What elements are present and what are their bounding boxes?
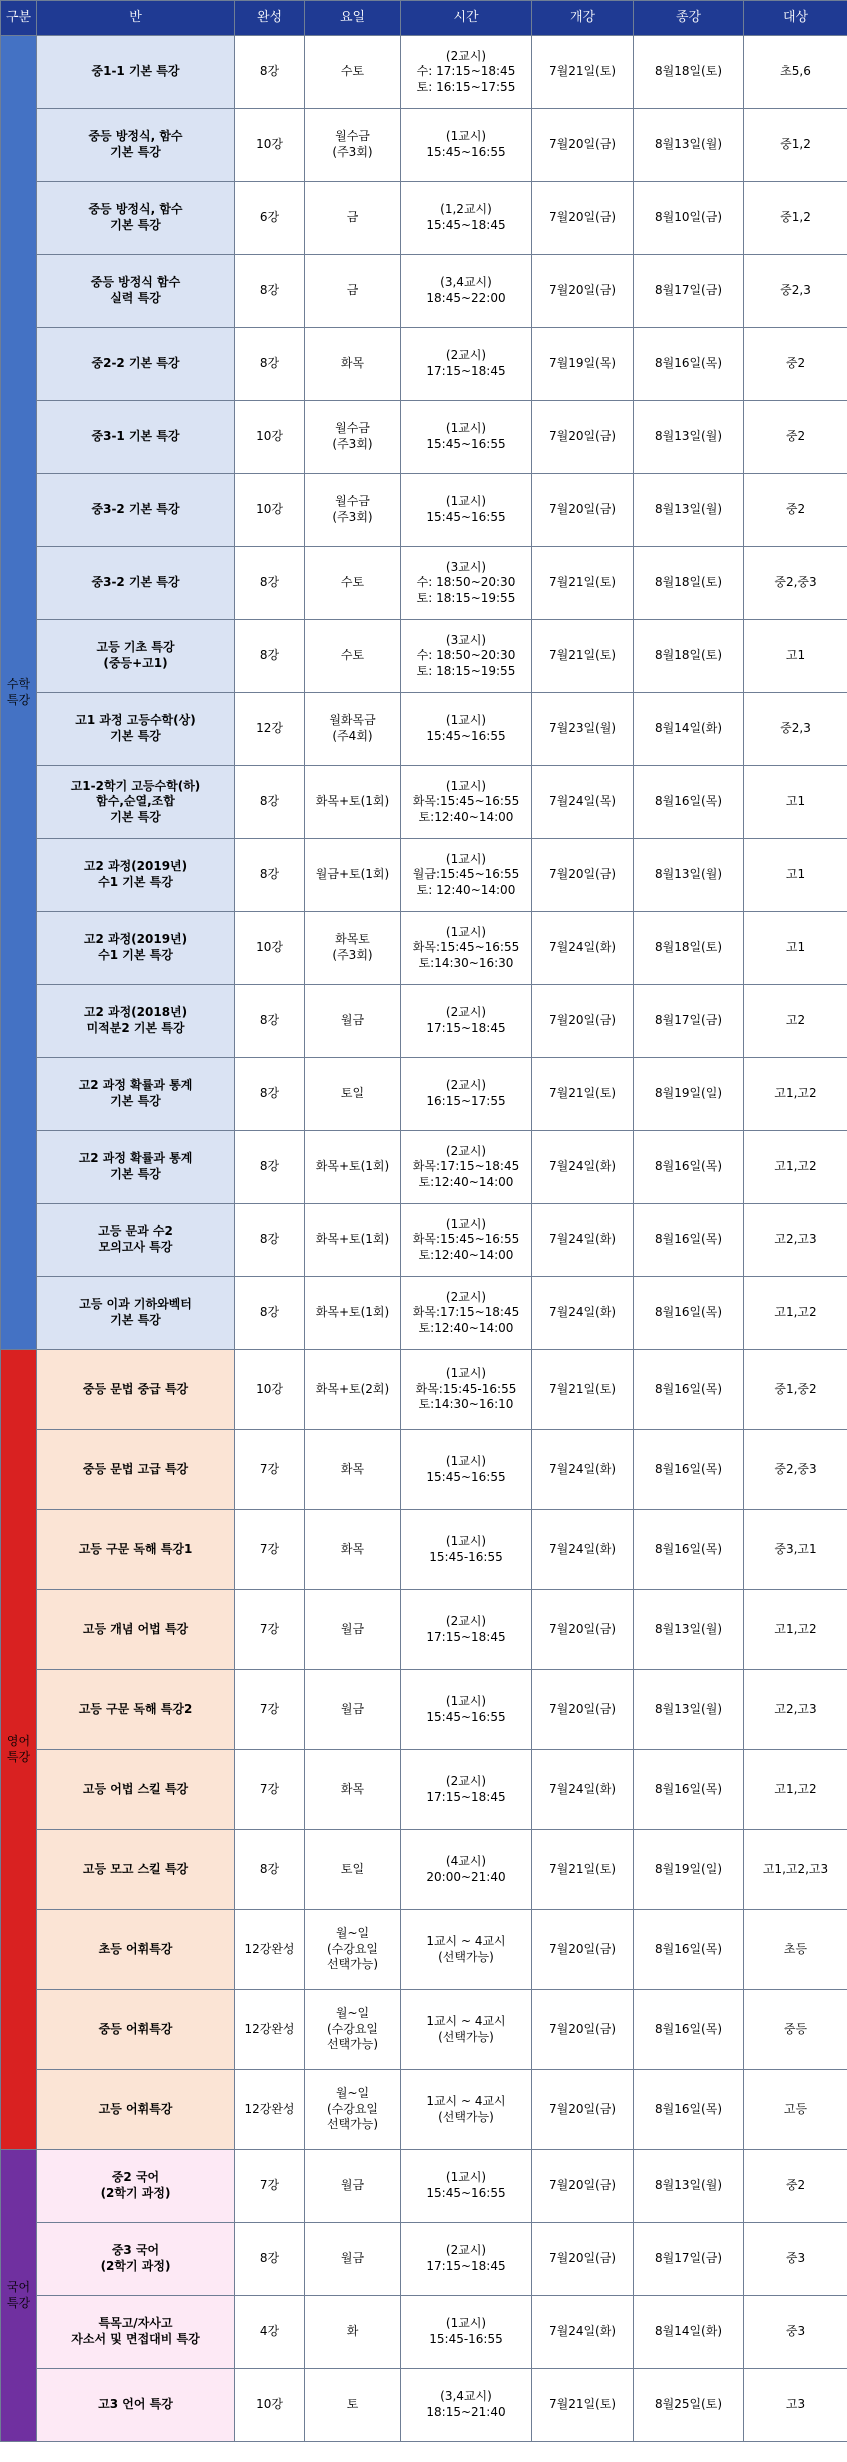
time-cell: (1교시) 15:45~16:55 bbox=[401, 1430, 532, 1510]
sessions-cell: 8강 bbox=[235, 839, 305, 912]
table-row bbox=[1, 1590, 847, 1670]
table-row bbox=[1, 328, 847, 401]
sessions-cell: 12강완성 bbox=[235, 1910, 305, 1990]
table-row bbox=[1, 182, 847, 255]
sessions-cell: 8강 bbox=[235, 328, 305, 401]
target-cell: 중2 bbox=[744, 328, 847, 401]
end-date-cell: 8월18일(토) bbox=[634, 36, 744, 109]
time-cell: (3,4교시) 18:45~22:00 bbox=[401, 255, 532, 328]
start-date-cell: 7월20일(금) bbox=[532, 255, 634, 328]
table-row bbox=[1, 2150, 847, 2223]
class-name: 고등 개념 어법 특강 bbox=[37, 1590, 235, 1670]
sessions-cell: 10강 bbox=[235, 401, 305, 474]
end-date-cell: 8월16일(목) bbox=[634, 1510, 744, 1590]
class-name: 고2 과정 확률과 통계 기본 특강 bbox=[37, 1058, 235, 1131]
target-cell: 중1,2 bbox=[744, 182, 847, 255]
time-cell: (2교시) 17:15~18:45 bbox=[401, 1590, 532, 1670]
end-date-cell: 8월14일(화) bbox=[634, 2296, 744, 2369]
target-cell: 초등 bbox=[744, 1910, 847, 1990]
end-date-cell: 8월17일(금) bbox=[634, 255, 744, 328]
start-date-cell: 7월24일(목) bbox=[532, 766, 634, 839]
class-name: 중3-1 기본 특강 bbox=[37, 401, 235, 474]
section-label-korean: 국어 특강 bbox=[1, 2150, 37, 2442]
class-name: 고등 구문 독해 특강2 bbox=[37, 1670, 235, 1750]
start-date-cell: 7월20일(금) bbox=[532, 2223, 634, 2296]
class-name: 고등 이과 기하와벡터 기본 특강 bbox=[37, 1277, 235, 1350]
class-name: 고등 어법 스킬 특강 bbox=[37, 1750, 235, 1830]
sessions-cell: 8강 bbox=[235, 547, 305, 620]
end-date-cell: 8월16일(목) bbox=[634, 766, 744, 839]
days-cell: 화목+토(2회) bbox=[305, 1350, 401, 1430]
table-row bbox=[1, 693, 847, 766]
days-cell: 토 bbox=[305, 2369, 401, 2442]
class-name: 초등 어휘특강 bbox=[37, 1910, 235, 1990]
sessions-cell: 7강 bbox=[235, 1430, 305, 1510]
class-name: 중등 문법 고급 특강 bbox=[37, 1430, 235, 1510]
sessions-cell: 10강 bbox=[235, 474, 305, 547]
sessions-cell: 12강완성 bbox=[235, 2070, 305, 2150]
section-label-english: 영어 특강 bbox=[1, 1350, 37, 2150]
class-name: 중3-2 기본 특강 bbox=[37, 474, 235, 547]
table-row bbox=[1, 1830, 847, 1910]
time-cell: (1교시) 15:45-16:55 bbox=[401, 2296, 532, 2369]
time-cell: (3,4교시) 18:15~21:40 bbox=[401, 2369, 532, 2442]
target-cell: 중2 bbox=[744, 401, 847, 474]
time-cell: (2교시) 16:15~17:55 bbox=[401, 1058, 532, 1131]
days-cell: 화목+토(1회) bbox=[305, 766, 401, 839]
days-cell: 화목 bbox=[305, 1510, 401, 1590]
start-date-cell: 7월20일(금) bbox=[532, 182, 634, 255]
table-row bbox=[1, 1131, 847, 1204]
target-cell: 고2,고3 bbox=[744, 1204, 847, 1277]
days-cell: 수토 bbox=[305, 620, 401, 693]
target-cell: 고1,고2 bbox=[744, 1277, 847, 1350]
time-cell: (2교시) 수: 17:15~18:45 토: 16:15~17:55 bbox=[401, 36, 532, 109]
target-cell: 고2,고3 bbox=[744, 1670, 847, 1750]
time-cell: (1교시) 15:45~16:55 bbox=[401, 693, 532, 766]
time-cell: 1교시 ~ 4교시 (선택가능) bbox=[401, 1990, 532, 2070]
header-class: 반 bbox=[37, 1, 235, 36]
table-row bbox=[1, 1750, 847, 1830]
class-name: 중등 방정식, 함수 기본 특강 bbox=[37, 109, 235, 182]
table-row bbox=[1, 36, 847, 109]
days-cell: 월수금 (주3회) bbox=[305, 401, 401, 474]
start-date-cell: 7월24일(화) bbox=[532, 1204, 634, 1277]
end-date-cell: 8월16일(목) bbox=[634, 1750, 744, 1830]
class-name: 고3 언어 특강 bbox=[37, 2369, 235, 2442]
end-date-cell: 8월10일(금) bbox=[634, 182, 744, 255]
time-cell: (1,2교시) 15:45~18:45 bbox=[401, 182, 532, 255]
start-date-cell: 7월20일(금) bbox=[532, 1990, 634, 2070]
days-cell: 월금 bbox=[305, 1670, 401, 1750]
days-cell: 화목+토(1회) bbox=[305, 1277, 401, 1350]
class-name: 중1-1 기본 특강 bbox=[37, 36, 235, 109]
target-cell: 중2 bbox=[744, 2150, 847, 2223]
table-row bbox=[1, 547, 847, 620]
time-cell: (1교시) 월금:15:45~16:55 토: 12:40~14:00 bbox=[401, 839, 532, 912]
target-cell: 고1 bbox=[744, 912, 847, 985]
end-date-cell: 8월19일(일) bbox=[634, 1058, 744, 1131]
start-date-cell: 7월24일(화) bbox=[532, 1131, 634, 1204]
sessions-cell: 8강 bbox=[235, 1131, 305, 1204]
end-date-cell: 8월17일(금) bbox=[634, 2223, 744, 2296]
start-date-cell: 7월21일(토) bbox=[532, 1350, 634, 1430]
class-name: 중등 방정식 함수 실력 특강 bbox=[37, 255, 235, 328]
sessions-cell: 8강 bbox=[235, 766, 305, 839]
schedule-body bbox=[1, 36, 847, 2442]
target-cell: 중2,중3 bbox=[744, 547, 847, 620]
end-date-cell: 8월13일(월) bbox=[634, 109, 744, 182]
time-cell: (1교시) 화목:15:45~16:55 토:12:40~14:00 bbox=[401, 1204, 532, 1277]
sessions-cell: 8강 bbox=[235, 985, 305, 1058]
sessions-cell: 10강 bbox=[235, 109, 305, 182]
time-cell: (1교시) 화목:15:45~16:55 토:12:40~14:00 bbox=[401, 766, 532, 839]
start-date-cell: 7월21일(토) bbox=[532, 620, 634, 693]
header-start: 개강 bbox=[532, 1, 634, 36]
start-date-cell: 7월24일(화) bbox=[532, 1510, 634, 1590]
end-date-cell: 8월16일(목) bbox=[634, 1990, 744, 2070]
days-cell: 토일 bbox=[305, 1058, 401, 1131]
class-name: 고1 과정 고등수학(상) 기본 특강 bbox=[37, 693, 235, 766]
class-name: 중등 문법 중급 특강 bbox=[37, 1350, 235, 1430]
sessions-cell: 7강 bbox=[235, 1510, 305, 1590]
table-row bbox=[1, 1430, 847, 1510]
time-cell: (1교시) 15:45~16:55 bbox=[401, 1670, 532, 1750]
table-row bbox=[1, 2223, 847, 2296]
class-name: 중등 어휘특강 bbox=[37, 1990, 235, 2070]
class-name: 고등 문과 수2 모의고사 특강 bbox=[37, 1204, 235, 1277]
sessions-cell: 4강 bbox=[235, 2296, 305, 2369]
sessions-cell: 10강 bbox=[235, 1350, 305, 1430]
header-row bbox=[1, 1, 847, 36]
table-row bbox=[1, 1670, 847, 1750]
time-cell: (2교시) 17:15~18:45 bbox=[401, 328, 532, 401]
table-row bbox=[1, 2070, 847, 2150]
days-cell: 월화목금 (주4회) bbox=[305, 693, 401, 766]
end-date-cell: 8월13일(월) bbox=[634, 1590, 744, 1670]
end-date-cell: 8월25일(토) bbox=[634, 2369, 744, 2442]
class-name: 고2 과정(2019년) 수1 기본 특강 bbox=[37, 839, 235, 912]
class-name: 특목고/자사고 자소서 및 면접대비 특강 bbox=[37, 2296, 235, 2369]
target-cell: 고3 bbox=[744, 2369, 847, 2442]
start-date-cell: 7월21일(토) bbox=[532, 2369, 634, 2442]
target-cell: 고1,고2 bbox=[744, 1058, 847, 1131]
end-date-cell: 8월13일(월) bbox=[634, 474, 744, 547]
time-cell: (3교시) 수: 18:50~20:30 토: 18:15~19:55 bbox=[401, 620, 532, 693]
start-date-cell: 7월20일(금) bbox=[532, 1670, 634, 1750]
sessions-cell: 12강 bbox=[235, 693, 305, 766]
sessions-cell: 8강 bbox=[235, 255, 305, 328]
class-name: 고등 기초 특강 (중등+고1) bbox=[37, 620, 235, 693]
start-date-cell: 7월20일(금) bbox=[532, 1910, 634, 1990]
start-date-cell: 7월20일(금) bbox=[532, 401, 634, 474]
table-row bbox=[1, 1350, 847, 1430]
days-cell: 월수금 (주3회) bbox=[305, 474, 401, 547]
target-cell: 고2 bbox=[744, 985, 847, 1058]
days-cell: 월금 bbox=[305, 1590, 401, 1670]
sessions-cell: 10강 bbox=[235, 912, 305, 985]
table-row bbox=[1, 474, 847, 547]
table-row bbox=[1, 985, 847, 1058]
time-cell: (1교시) 15:45~16:55 bbox=[401, 109, 532, 182]
start-date-cell: 7월24일(화) bbox=[532, 1430, 634, 1510]
header-category: 구분 bbox=[1, 1, 37, 36]
time-cell: (1교시) 화목:15:45~16:55 토:14:30~16:30 bbox=[401, 912, 532, 985]
days-cell: 수토 bbox=[305, 36, 401, 109]
days-cell: 월금 bbox=[305, 2223, 401, 2296]
class-name: 중3 국어 (2학기 과정) bbox=[37, 2223, 235, 2296]
target-cell: 중2 bbox=[744, 474, 847, 547]
time-cell: (2교시) 17:15~18:45 bbox=[401, 1750, 532, 1830]
class-name: 고2 과정(2018년) 미적분2 기본 특강 bbox=[37, 985, 235, 1058]
days-cell: 월금 bbox=[305, 2150, 401, 2223]
start-date-cell: 7월20일(금) bbox=[532, 985, 634, 1058]
end-date-cell: 8월18일(토) bbox=[634, 547, 744, 620]
start-date-cell: 7월20일(금) bbox=[532, 109, 634, 182]
end-date-cell: 8월16일(목) bbox=[634, 328, 744, 401]
time-cell: (1교시) 15:45~16:55 bbox=[401, 401, 532, 474]
target-cell: 중1,중2 bbox=[744, 1350, 847, 1430]
table-row bbox=[1, 1204, 847, 1277]
days-cell: 토일 bbox=[305, 1830, 401, 1910]
target-cell: 중3,고1 bbox=[744, 1510, 847, 1590]
table-row bbox=[1, 1990, 847, 2070]
time-cell: (2교시) 17:15~18:45 bbox=[401, 985, 532, 1058]
class-name: 고등 모고 스킬 특강 bbox=[37, 1830, 235, 1910]
days-cell: 화목+토(1회) bbox=[305, 1204, 401, 1277]
time-cell: (1교시) 15:45~16:55 bbox=[401, 2150, 532, 2223]
end-date-cell: 8월14일(화) bbox=[634, 693, 744, 766]
table-row bbox=[1, 766, 847, 839]
days-cell: 월~일 (수강요일 선택가능) bbox=[305, 2070, 401, 2150]
start-date-cell: 7월20일(금) bbox=[532, 2150, 634, 2223]
target-cell: 고1,고2 bbox=[744, 1750, 847, 1830]
end-date-cell: 8월13일(월) bbox=[634, 1670, 744, 1750]
class-name: 고2 과정 확률과 통계 기본 특강 bbox=[37, 1131, 235, 1204]
end-date-cell: 8월17일(금) bbox=[634, 985, 744, 1058]
target-cell: 고1 bbox=[744, 620, 847, 693]
end-date-cell: 8월16일(목) bbox=[634, 1131, 744, 1204]
sessions-cell: 8강 bbox=[235, 2223, 305, 2296]
target-cell: 중3 bbox=[744, 2296, 847, 2369]
end-date-cell: 8월16일(목) bbox=[634, 1277, 744, 1350]
days-cell: 월금 bbox=[305, 985, 401, 1058]
class-name: 고등 어휘특강 bbox=[37, 2070, 235, 2150]
start-date-cell: 7월20일(금) bbox=[532, 1590, 634, 1670]
header-time: 시간 bbox=[401, 1, 532, 36]
table-row bbox=[1, 912, 847, 985]
class-name: 중등 방정식, 함수 기본 특강 bbox=[37, 182, 235, 255]
target-cell: 중2,중3 bbox=[744, 1430, 847, 1510]
time-cell: (1교시) 15:45-16:55 bbox=[401, 1510, 532, 1590]
target-cell: 중2,3 bbox=[744, 255, 847, 328]
target-cell: 중2,3 bbox=[744, 693, 847, 766]
start-date-cell: 7월23일(월) bbox=[532, 693, 634, 766]
start-date-cell: 7월24일(화) bbox=[532, 2296, 634, 2369]
days-cell: 월수금 (주3회) bbox=[305, 109, 401, 182]
class-name: 고등 구문 독해 특강1 bbox=[37, 1510, 235, 1590]
target-cell: 고1,고2 bbox=[744, 1131, 847, 1204]
start-date-cell: 7월24일(화) bbox=[532, 1277, 634, 1350]
table-row bbox=[1, 1277, 847, 1350]
end-date-cell: 8월16일(목) bbox=[634, 1430, 744, 1510]
time-cell: (1교시) 화목:15:45-16:55 토:14:30~16:10 bbox=[401, 1350, 532, 1430]
header-end: 종강 bbox=[634, 1, 744, 36]
time-cell: (3교시) 수: 18:50~20:30 토: 18:15~19:55 bbox=[401, 547, 532, 620]
sessions-cell: 10강 bbox=[235, 2369, 305, 2442]
start-date-cell: 7월21일(토) bbox=[532, 36, 634, 109]
section-label-math: 수학 특강 bbox=[1, 36, 37, 1350]
table-row bbox=[1, 620, 847, 693]
end-date-cell: 8월16일(목) bbox=[634, 1350, 744, 1430]
sessions-cell: 8강 bbox=[235, 1058, 305, 1131]
sessions-cell: 8강 bbox=[235, 1830, 305, 1910]
start-date-cell: 7월21일(토) bbox=[532, 1830, 634, 1910]
end-date-cell: 8월19일(일) bbox=[634, 1830, 744, 1910]
time-cell: 1교시 ~ 4교시 (선택가능) bbox=[401, 2070, 532, 2150]
sessions-cell: 8강 bbox=[235, 1204, 305, 1277]
header-days: 요일 bbox=[305, 1, 401, 36]
days-cell: 화목+토(1회) bbox=[305, 1131, 401, 1204]
sessions-cell: 8강 bbox=[235, 620, 305, 693]
table-row bbox=[1, 109, 847, 182]
start-date-cell: 7월19일(목) bbox=[532, 328, 634, 401]
end-date-cell: 8월13일(월) bbox=[634, 401, 744, 474]
days-cell: 화목 bbox=[305, 328, 401, 401]
start-date-cell: 7월24일(화) bbox=[532, 912, 634, 985]
sessions-cell: 7강 bbox=[235, 2150, 305, 2223]
table-row bbox=[1, 2296, 847, 2369]
start-date-cell: 7월20일(금) bbox=[532, 2070, 634, 2150]
class-name: 고2 과정(2019년) 수1 기본 특강 bbox=[37, 912, 235, 985]
end-date-cell: 8월18일(토) bbox=[634, 620, 744, 693]
start-date-cell: 7월24일(화) bbox=[532, 1750, 634, 1830]
class-name: 고1-2학기 고등수학(하) 함수,순열,조합 기본 특강 bbox=[37, 766, 235, 839]
end-date-cell: 8월16일(목) bbox=[634, 1910, 744, 1990]
class-name: 중2-2 기본 특강 bbox=[37, 328, 235, 401]
target-cell: 고1 bbox=[744, 839, 847, 912]
days-cell: 화목토 (주3회) bbox=[305, 912, 401, 985]
header-sessions: 완성 bbox=[235, 1, 305, 36]
time-cell: (2교시) 화목:17:15~18:45 토:12:40~14:00 bbox=[401, 1277, 532, 1350]
time-cell: (1교시) 15:45~16:55 bbox=[401, 474, 532, 547]
table-row bbox=[1, 401, 847, 474]
target-cell: 초5,6 bbox=[744, 36, 847, 109]
table-row bbox=[1, 1058, 847, 1131]
end-date-cell: 8월16일(목) bbox=[634, 2070, 744, 2150]
target-cell: 고1,고2,고3 bbox=[744, 1830, 847, 1910]
sessions-cell: 7강 bbox=[235, 1590, 305, 1670]
days-cell: 금 bbox=[305, 182, 401, 255]
days-cell: 월~일 (수강요일 선택가능) bbox=[305, 1910, 401, 1990]
days-cell: 월금+토(1회) bbox=[305, 839, 401, 912]
days-cell: 금 bbox=[305, 255, 401, 328]
time-cell: 1교시 ~ 4교시 (선택가능) bbox=[401, 1910, 532, 1990]
end-date-cell: 8월16일(목) bbox=[634, 1204, 744, 1277]
end-date-cell: 8월13일(월) bbox=[634, 2150, 744, 2223]
target-cell: 중3 bbox=[744, 2223, 847, 2296]
table-row bbox=[1, 2369, 847, 2442]
class-name: 중3-2 기본 특강 bbox=[37, 547, 235, 620]
start-date-cell: 7월20일(금) bbox=[532, 839, 634, 912]
days-cell: 수토 bbox=[305, 547, 401, 620]
target-cell: 고등 bbox=[744, 2070, 847, 2150]
header-target: 대상 bbox=[744, 1, 847, 36]
sessions-cell: 12강완성 bbox=[235, 1990, 305, 2070]
sessions-cell: 8강 bbox=[235, 36, 305, 109]
table-row bbox=[1, 255, 847, 328]
start-date-cell: 7월21일(토) bbox=[532, 1058, 634, 1131]
days-cell: 화 bbox=[305, 2296, 401, 2369]
days-cell: 화목 bbox=[305, 1430, 401, 1510]
start-date-cell: 7월21일(토) bbox=[532, 547, 634, 620]
end-date-cell: 8월13일(월) bbox=[634, 839, 744, 912]
days-cell: 화목 bbox=[305, 1750, 401, 1830]
days-cell: 월~일 (수강요일 선택가능) bbox=[305, 1990, 401, 2070]
class-name: 중2 국어 (2학기 과정) bbox=[37, 2150, 235, 2223]
target-cell: 고1 bbox=[744, 766, 847, 839]
table-row bbox=[1, 839, 847, 912]
time-cell: (2교시) 화목:17:15~18:45 토:12:40~14:00 bbox=[401, 1131, 532, 1204]
target-cell: 중1,2 bbox=[744, 109, 847, 182]
time-cell: (4교시) 20:00~21:40 bbox=[401, 1830, 532, 1910]
start-date-cell: 7월20일(금) bbox=[532, 474, 634, 547]
time-cell: (2교시) 17:15~18:45 bbox=[401, 2223, 532, 2296]
table-row bbox=[1, 1510, 847, 1590]
target-cell: 고1,고2 bbox=[744, 1590, 847, 1670]
sessions-cell: 7강 bbox=[235, 1750, 305, 1830]
table-row bbox=[1, 1910, 847, 1990]
sessions-cell: 6강 bbox=[235, 182, 305, 255]
sessions-cell: 7강 bbox=[235, 1670, 305, 1750]
sessions-cell: 8강 bbox=[235, 1277, 305, 1350]
target-cell: 중등 bbox=[744, 1990, 847, 2070]
end-date-cell: 8월18일(토) bbox=[634, 912, 744, 985]
